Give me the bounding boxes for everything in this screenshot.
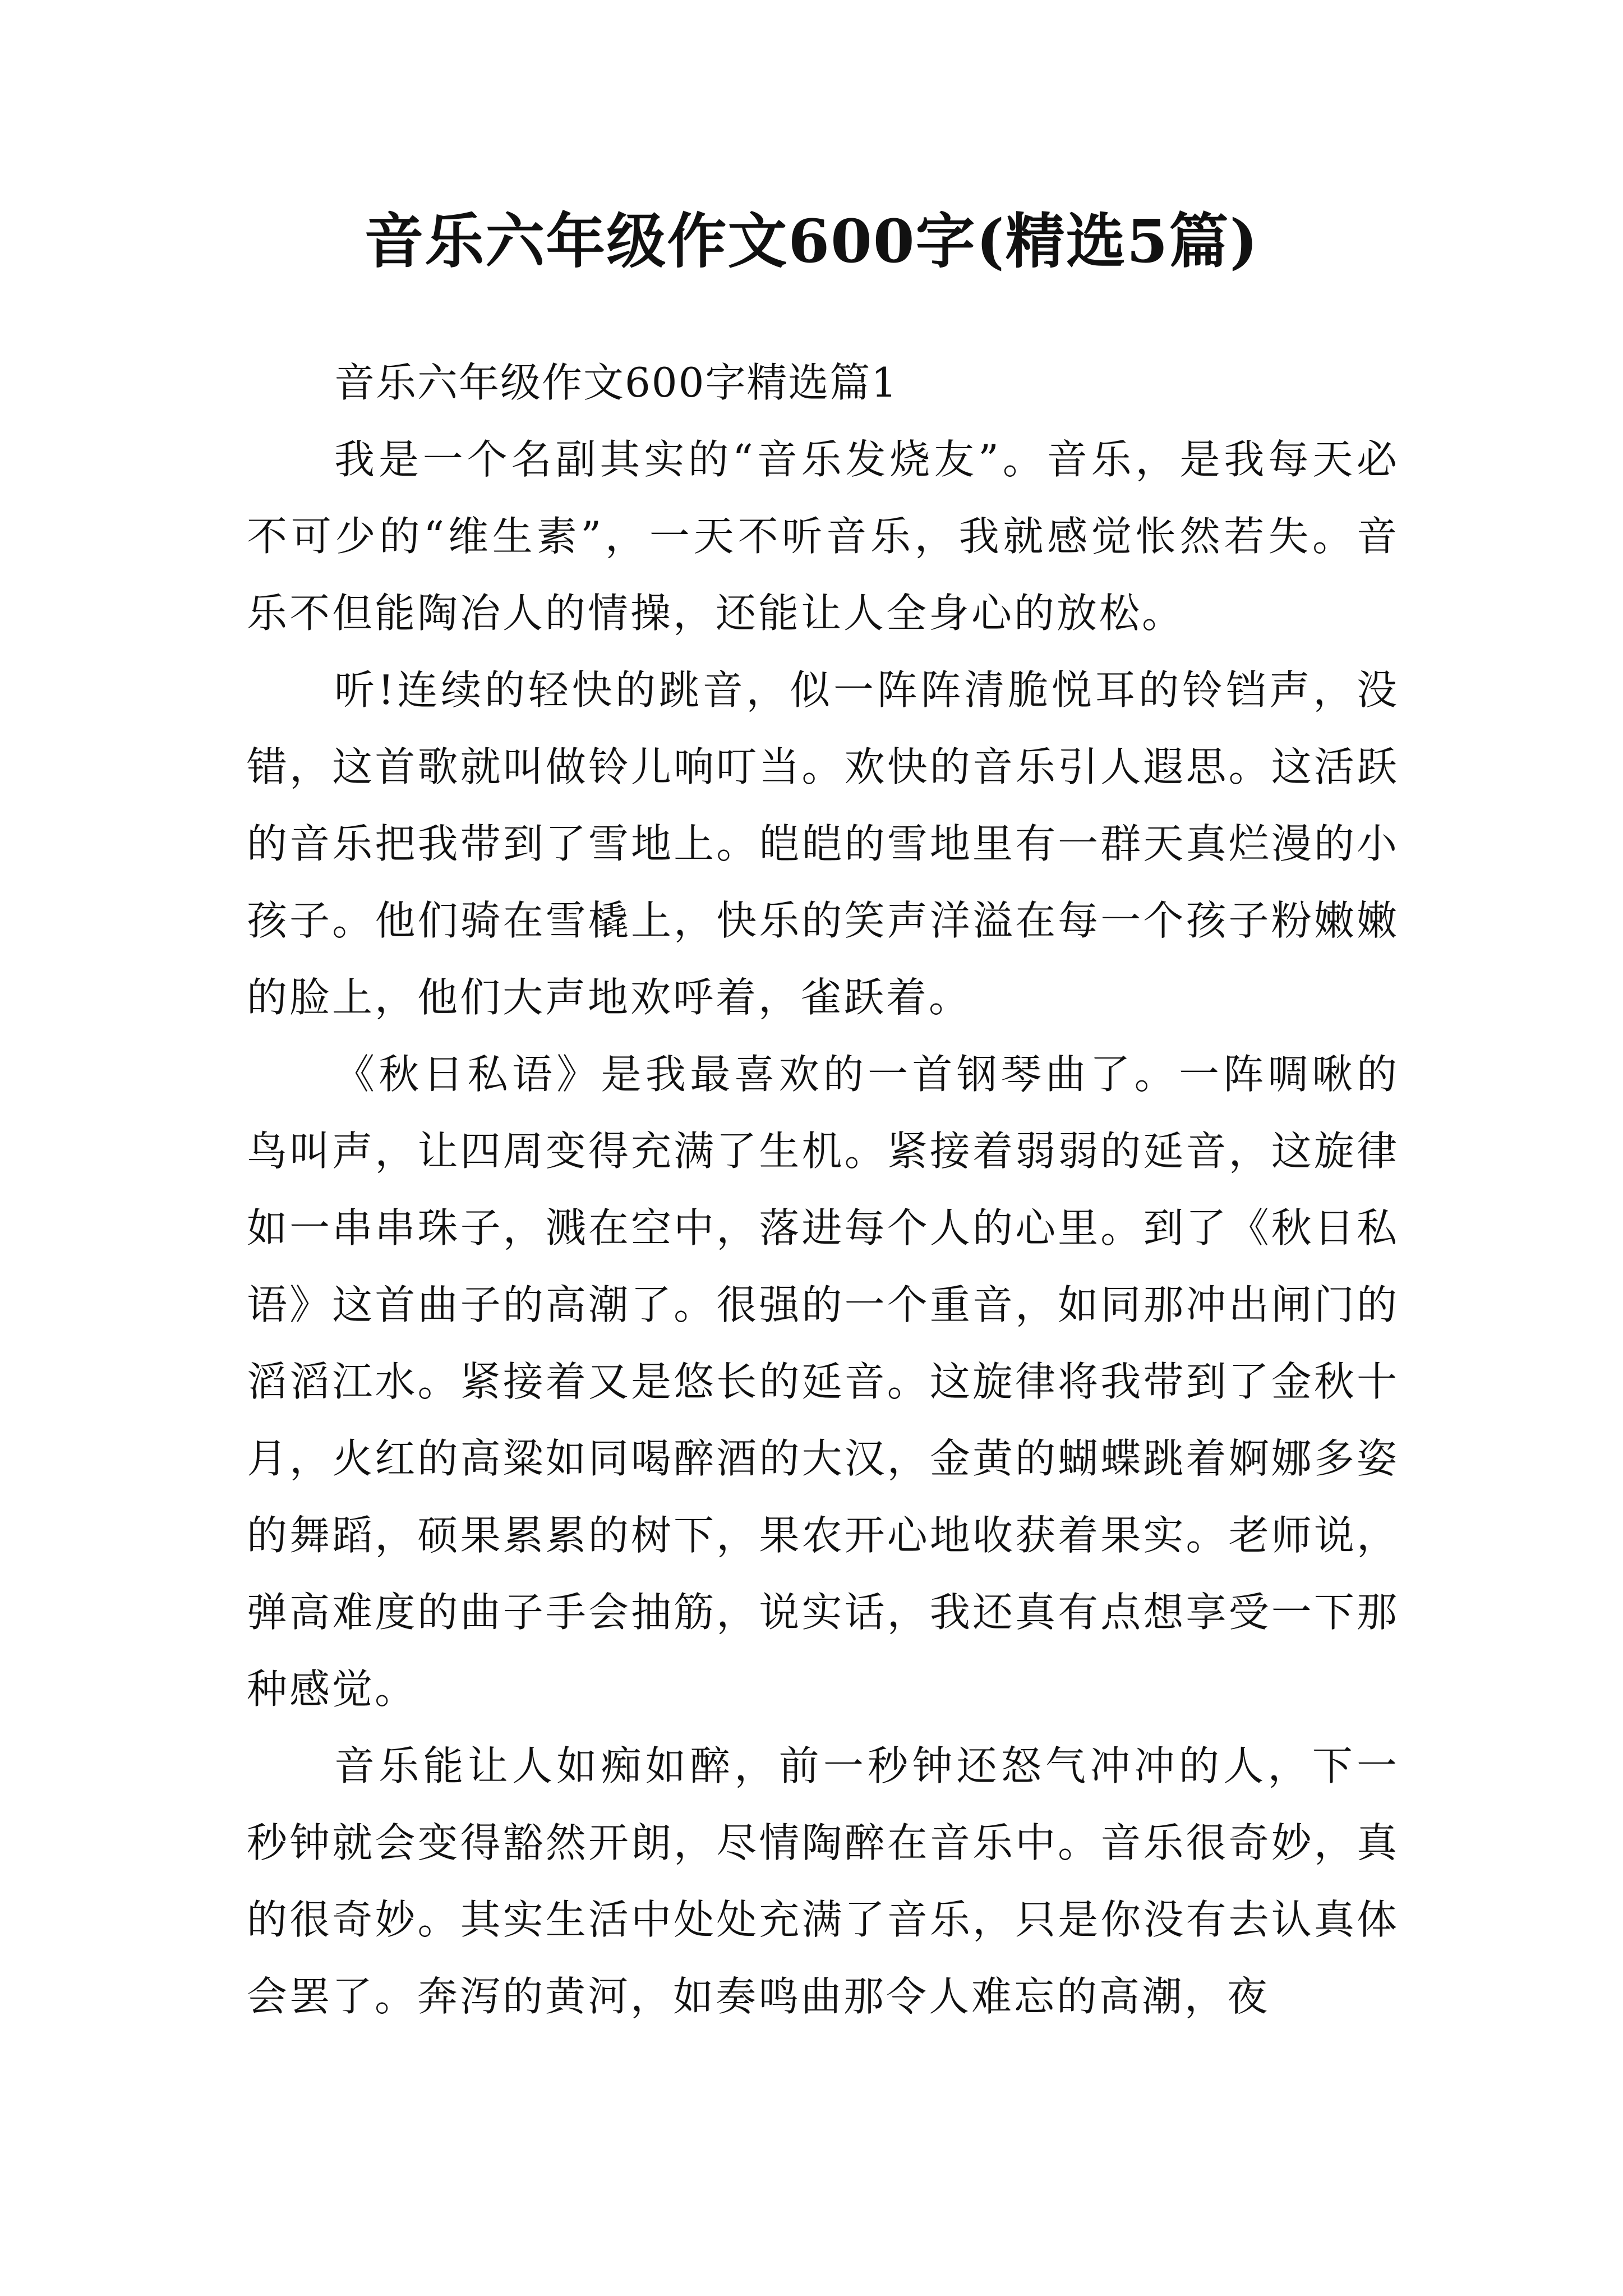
paragraph-1: 我是一个名副其实的“音乐发烧友”。音乐，是我每天必不可少的“维生素”，一天不听音乐，我就感觉怅然若失。音乐不但能陶冶人的情操，还能让人全身心的放松。 [247,436,1399,637]
document-body [247,344,1399,2035]
section-heading: 音乐六年级作文600字精选篇1 [334,359,898,406]
paragraph-4: 音乐能让人如痴如醉，前一秒钟还怒气冲冲的人，下一秒钟就会变得豁然开朗，尽情陶醉在音乐中。音乐很奇妙，真的很奇妙。其实生活中处处充满了音乐，只是你没有去认真体会罢了。奔泻的黄河，如奏鸣曲那令人难忘的高潮，夜 [247,1742,1399,2020]
document-title: 音乐六年级作文600字(精选5篇) [364,206,1259,276]
paragraph-3: 《秋日私语》是我最喜欢的一首钢琴曲了。一阵啁啾的鸟叫声，让四周变得充满了生机。紧接着弱弱的延音，这旋律如一串串珠子，溅在空中，落进每个人的心里。到了《秋日私语》这首曲子的高潮了。很强的一个重音，如同那冲出闸门的滔滔江水。紧接着又是悠长的延音。这旋律将我带到了金秋十月，火红的高粱如同喝醉酒的大汉，金黄的蝴蝶跳着婀娜多姿的舞蹈，硕果累累的树下，果农开心地收获着果实。老师说，弹高难度的曲子手会抽筋，说实话，我还真有点想享受一下那种感觉。 [247,1051,1399,1713]
paragraph-2: 听!连续的轻快的跳音，似一阵阵清脆悦耳的铃铛声，没错，这首歌就叫做铃儿响叮当。欢快的音乐引人遐思。这活跃的音乐把我带到了雪地上。皑皑的雪地里有一群天真烂漫的小孩子。他们骑在雪橇上，快乐的笑声洋溢在每一个孩子粉嫩嫩的脸上，他们大声地欢呼着，雀跃着。 [247,666,1399,1021]
